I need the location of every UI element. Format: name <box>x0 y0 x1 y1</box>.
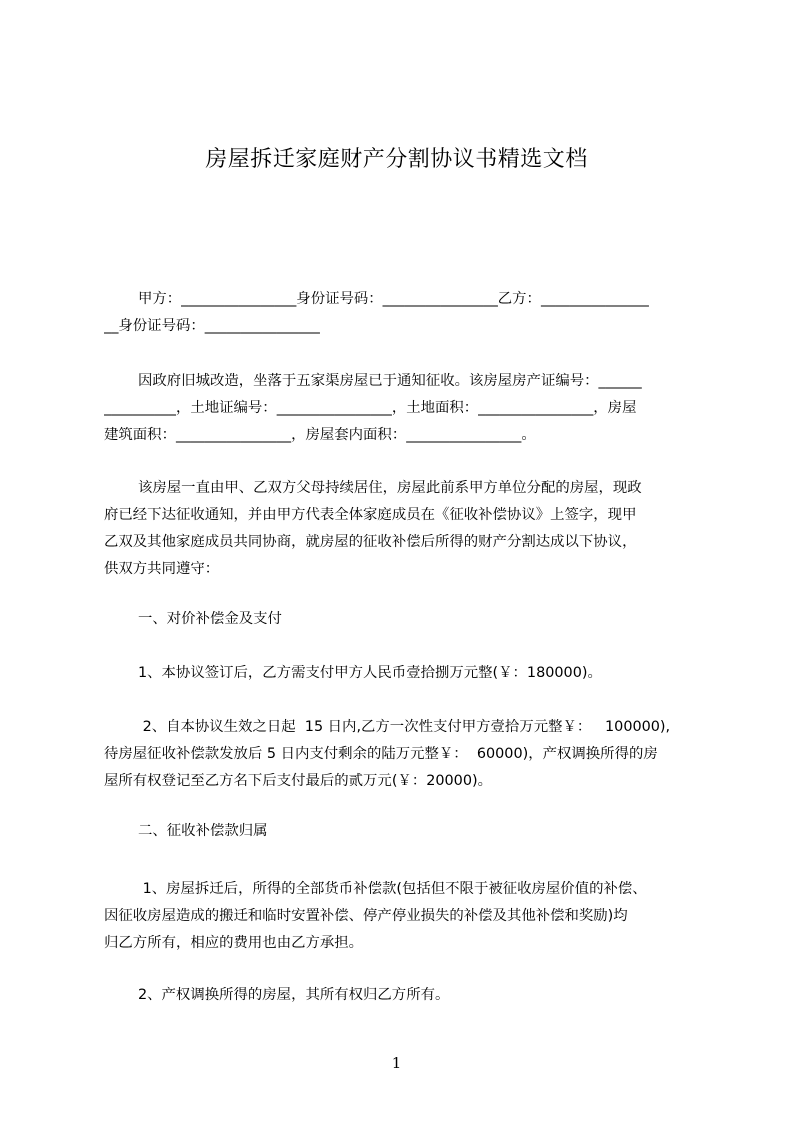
parties-line: __身份证号码：________________ <box>104 318 320 334</box>
section-heading: 一、对价补偿金及支付 <box>138 611 282 627</box>
paragraph-line: 供双方共同遵守： <box>104 561 220 577</box>
clause-line: 2、产权调换所得的房屋，其所有权归乙方所有。 <box>138 987 450 1003</box>
clause-line: 2、自本协议生效之日起 15 日内,乙方一次性支付甲方壹拾万元整￥： 100000), <box>138 719 671 735</box>
paragraph-line: 建筑面积：________________，房屋套内面积：________________。 <box>104 427 536 443</box>
clause-line: 1、房屋拆迁后，所得的全部货币补偿款(包括但不限于被征收房屋价值的补偿、 <box>138 881 647 897</box>
clause-line: 待房屋征收补偿款发放后 5 日内支付剩余的陆万元整￥： 60000)，产权调换所得的房 <box>104 746 658 762</box>
clause-line: 归乙方所有，相应的费用也由乙方承担。 <box>104 935 364 951</box>
clause-1-2 <box>104 714 700 795</box>
paragraph-line: 因政府旧城改造，坐落于五家渠房屋已于通知征收。该房屋房产证编号：______ <box>138 373 642 389</box>
section-heading: 二、征收补偿款归属 <box>138 823 268 839</box>
paragraph-line: 府已经下达征收通知，并由甲方代表全体家庭成员在《征收补偿协议》上签字，现甲 <box>104 507 637 523</box>
section-heading-1 <box>104 606 700 633</box>
paragraph-line: __________，土地证编号：________________，土地面积：________________，房屋 <box>104 400 637 416</box>
parties-line: 甲方：________________身份证号码：________________乙方：_______________ <box>138 291 649 307</box>
paragraph-background <box>104 475 700 583</box>
document-title: 房屋拆迁家庭财产分割协议书精选文档 <box>205 147 588 172</box>
parties-block <box>104 286 700 340</box>
clause-2-2 <box>104 982 700 1009</box>
clause-line: 因征收房屋造成的搬迁和临时安置补偿、停产停业损失的补偿及其他补偿和奖励)均 <box>104 908 628 924</box>
page-number: 1 <box>391 1054 402 1072</box>
paragraph-line: 乙双及其他家庭成员共同协商，就房屋的征收补偿后所得的财产分割达成以下协议， <box>104 534 637 550</box>
section-heading-2 <box>104 818 700 845</box>
clause-line: 屋所有权登记至乙方名下后支付最后的贰万元(￥：20000)。 <box>104 773 492 789</box>
paragraph-line: 该房屋一直由甲、乙双方父母持续居住，房屋此前系甲方单位分配的房屋，现政 <box>138 480 642 496</box>
paragraph-property <box>104 368 700 449</box>
clause-line: 1、本协议签订后，乙方需支付甲方人民币壹拾捌万元整(￥：180000)。 <box>138 665 602 681</box>
clause-1-1 <box>104 660 700 687</box>
clause-2-1 <box>104 876 700 957</box>
